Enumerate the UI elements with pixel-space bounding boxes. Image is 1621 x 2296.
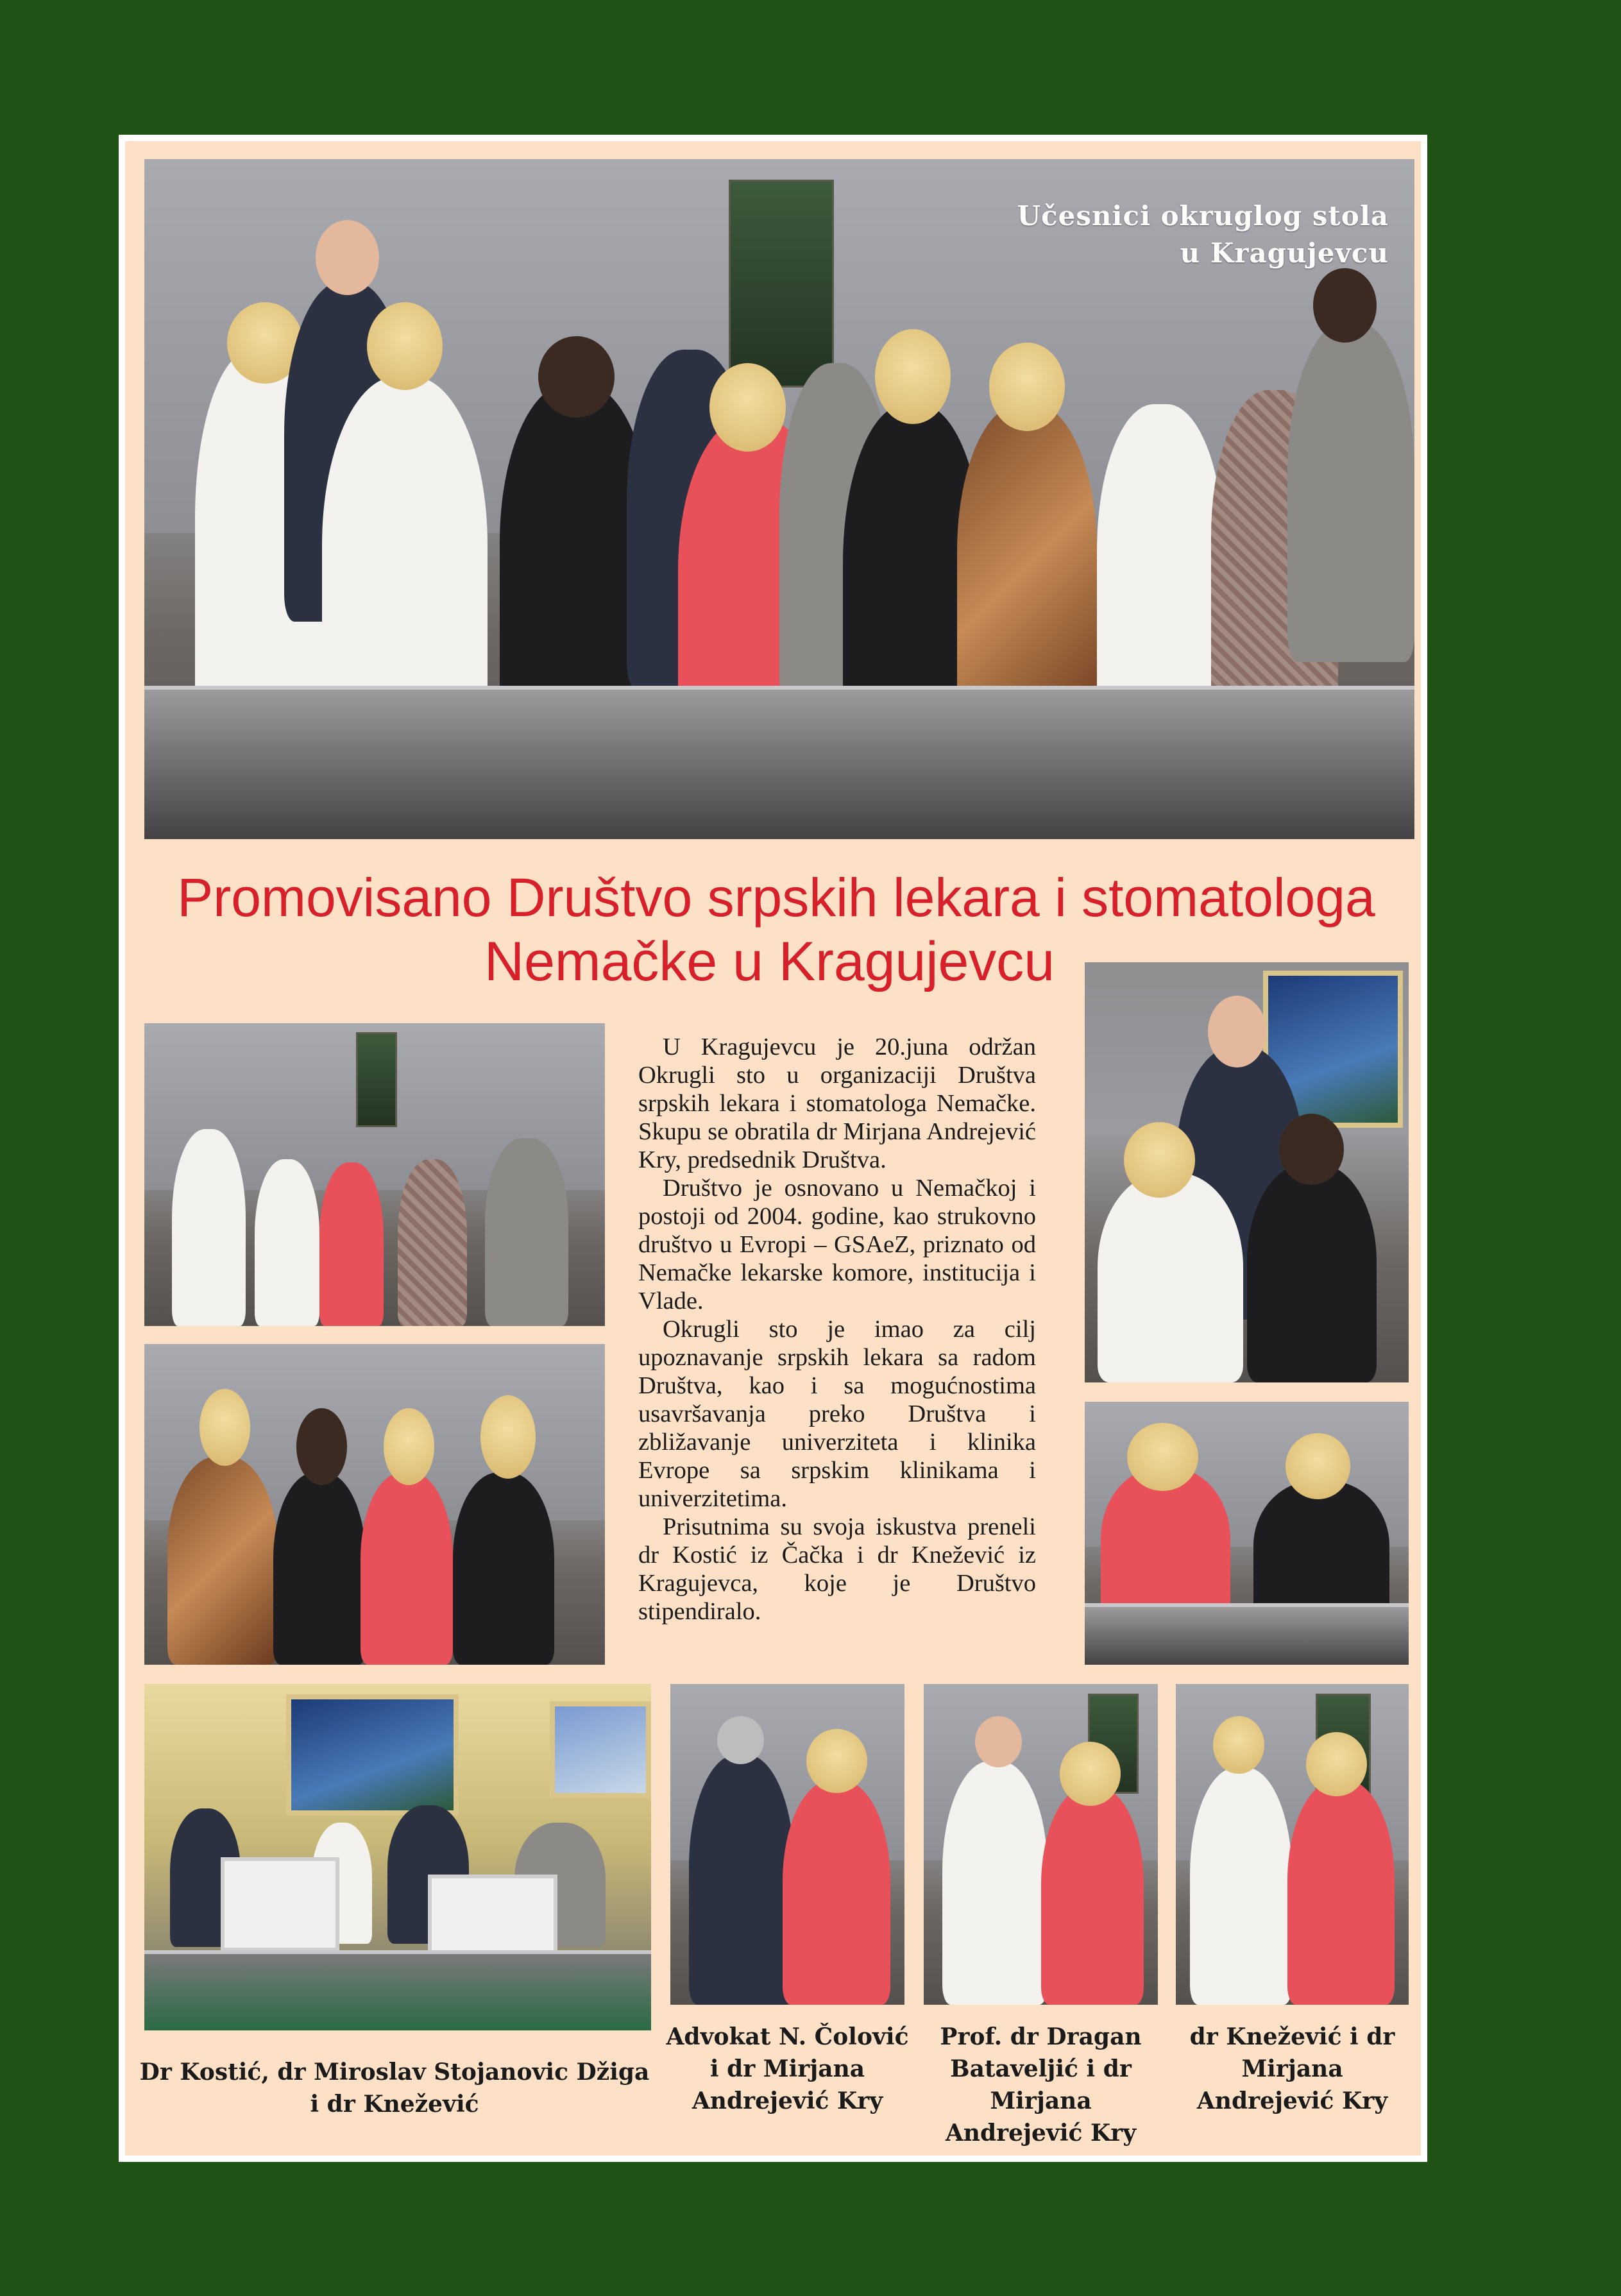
- person-head: [1306, 1732, 1366, 1796]
- article-body: [638, 1033, 1036, 1626]
- person: [255, 1159, 319, 1326]
- person-head: [1279, 1114, 1344, 1185]
- colovic-photo: [670, 1684, 904, 2005]
- article-paragraph: Prisutnima su svoja iskustva preneli dr Kostić iz Čačka i dr Knežević iz Kragujevca, koje je Društvo stipendiralo.: [638, 1513, 1036, 1625]
- conference-table: [144, 686, 1414, 839]
- caption-bottom-4: dr Knežević i dr Mirjana Andrejević Kry: [1189, 2023, 1395, 2114]
- person: [361, 1472, 453, 1665]
- wall-plaque: [729, 180, 834, 387]
- person-head: [989, 343, 1065, 431]
- person: [942, 1761, 1048, 2005]
- person: [273, 1472, 366, 1665]
- person: [172, 1129, 246, 1326]
- person: [1247, 1164, 1377, 1382]
- computer-monitor: [221, 1857, 340, 1952]
- top-caption-line1: Učesnici okruglog stola: [1017, 200, 1389, 232]
- article-paragraph: Okrugli sto je imao za cilj upoznavanje srpskih lekara sa radom Društva, kao i sa mogućnostima usavršavanja preko Društva i zbližavanje univerziteta i klinika Evrope sa srpskim klinikama i univerzitetima.: [638, 1316, 1036, 1512]
- person-head: [1060, 1742, 1121, 1806]
- person: [957, 404, 1097, 731]
- article-panel: [125, 141, 1421, 2156]
- top-caption-line2: u Kragujevcu: [1180, 237, 1389, 269]
- person: [1097, 404, 1224, 731]
- person-head: [316, 220, 379, 295]
- person-head: [875, 329, 951, 424]
- person: [485, 1138, 568, 1326]
- headline-line1: Promovisano Društvo srpskih lekara i stomatologa: [177, 867, 1375, 928]
- seated-pair-photo: [1085, 962, 1409, 1382]
- person: [319, 1162, 384, 1326]
- person-head: [1286, 1433, 1350, 1499]
- person: [1101, 1468, 1230, 1626]
- conference-table: [1085, 1603, 1409, 1665]
- person-head: [538, 336, 615, 418]
- caption-bottom-2: Advokat N. Čolović i dr Mirjana Andrejević Kry: [666, 2023, 909, 2114]
- person-head: [367, 302, 443, 391]
- person: [167, 1456, 278, 1665]
- two-women-table-photo: [1085, 1402, 1409, 1665]
- person: [453, 1472, 554, 1665]
- person-head: [709, 363, 786, 452]
- caption-bottom-3: Prof. dr Dragan Bataveljić i dr Mirjana Andrejević Kry: [940, 2023, 1142, 2147]
- person: [689, 1755, 794, 2005]
- person-head: [806, 1729, 867, 1793]
- small-group-photo: [144, 1023, 605, 1326]
- person: [398, 1159, 467, 1326]
- wall-plaque: [356, 1032, 396, 1127]
- person: [1287, 1780, 1395, 2005]
- top-photo-caption: [1017, 198, 1389, 272]
- person: [1190, 1767, 1293, 2005]
- person: [1098, 1173, 1243, 1383]
- four-women-photo: [144, 1344, 605, 1665]
- person-head: [1127, 1423, 1198, 1492]
- person-head: [1124, 1122, 1195, 1198]
- person: [783, 1780, 890, 2005]
- bataveljic-photo: [924, 1684, 1158, 2005]
- person-head: [1213, 1716, 1264, 1774]
- knezevic-photo: [1176, 1684, 1409, 2005]
- article-paragraph: Društvo je osnovano u Nemačkoj i postoji od 2004. godine, kao strukovno društvo u Evropi – GSAeZ, priznato od Nemačke lekarske komore, institucija i Vlade.: [638, 1175, 1036, 1314]
- article-paragraph: U Kragujevcu je 20.juna održan Okrugli sto u organizaciji Društva srpskih lekara i stomatologa Nemačke. Skupu se obratila dr Mirjana Andrejević Kry, predsednik Društva.: [638, 1033, 1036, 1173]
- group-photo: [144, 159, 1414, 839]
- person-head: [384, 1408, 434, 1485]
- person: [1041, 1787, 1144, 2005]
- wall-painting: [550, 1701, 651, 1798]
- caption-bottom-left: Dr Kostić, dr Miroslav Stojanovic Džiga i dr Knežević: [139, 2059, 650, 2118]
- conference-table: [144, 1950, 651, 2030]
- person-head: [480, 1395, 536, 1479]
- magazine-page: [119, 135, 1427, 2162]
- person: [1287, 322, 1414, 662]
- headline-line2: Nemačke u Kragujevcu: [484, 931, 1055, 992]
- panel-table-photo: [144, 1684, 651, 2030]
- person-head: [1208, 996, 1266, 1067]
- person-head: [975, 1716, 1022, 1767]
- person-head: [296, 1408, 347, 1485]
- wall-painting: [286, 1694, 459, 1816]
- person-head: [199, 1389, 250, 1466]
- person-head: [717, 1716, 764, 1764]
- person-head: [1313, 268, 1377, 343]
